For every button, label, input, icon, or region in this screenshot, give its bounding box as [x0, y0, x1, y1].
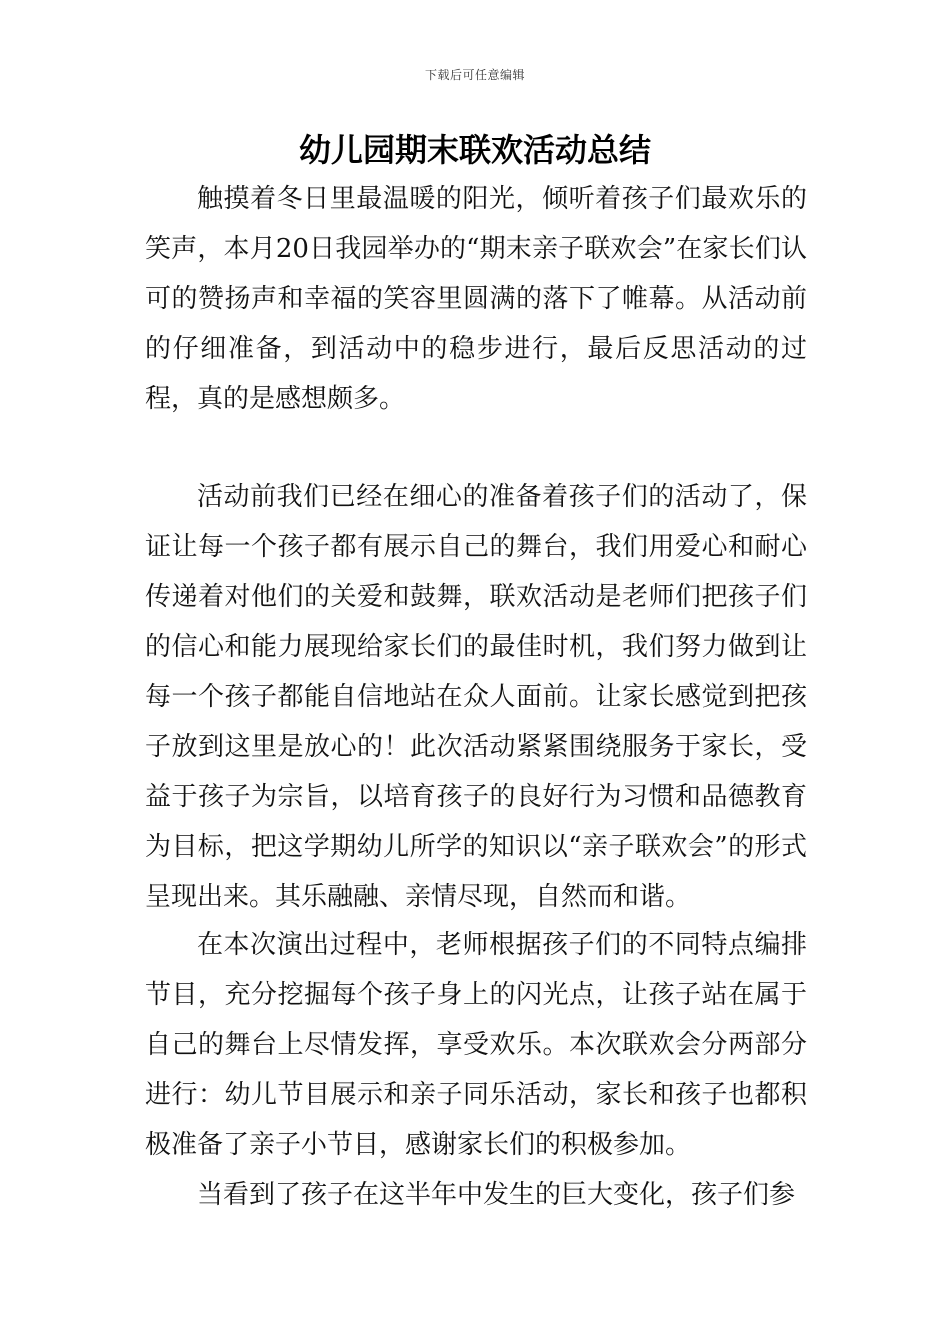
document-title: 幼儿园期末联欢活动总结 [298, 131, 651, 169]
header-note: 下载后可任意编辑 [424, 68, 525, 82]
paragraph-1: 触摸着冬日里最温暖的阳光，倾听着孩子们最欢乐的笑声，本月20日我园举办的“期末亲子联欢会”在家长们认可的赞扬声和幸福的笑容里圆满的落下了帷幕。从活动前的仔细准备，到活动中的稳步进行，最后反思活动的过程，真的是感想颇多。 [145, 184, 807, 414]
paragraph-4: 当看到了孩子在这半年中发生的巨大变化，孩子们参 [197, 1180, 796, 1210]
paragraph-3: 在本次演出过程中，老师根据孩子们的不同特点编排节目，充分挖掘每个孩子身上的闪光点，让孩子站在属于自己的舞台上尽情发挥，享受欢乐。本次联欢会分两部分进行：幼儿节目展示和亲子同乐活动，家长和孩子也都积极准备了亲子小节目，感谢家长们的积极参加。 [145, 930, 807, 1160]
paragraph-2: 活动前我们已经在细心的准备着孩子们的活动了，保证让每一个孩子都有展示自己的舞台，我们用爱心和耐心传递着对他们的关爱和鼓舞，联欢活动是老师们把孩子们的信心和能力展现给家长们的最佳时机，我们努力做到让每一个孩子都能自信地站在众人面前。让家长感觉到把孩子放到这里是放心的！此次活动紧紧围绕服务于家长，受益于孩子为宗旨，以培育孩子的良好行为习惯和品德教育为目标，把这学期幼儿所学的知识以“亲子联欢会”的形式呈现出来。其乐融融、亲情尽现，自然而和谐。 [145, 482, 807, 912]
